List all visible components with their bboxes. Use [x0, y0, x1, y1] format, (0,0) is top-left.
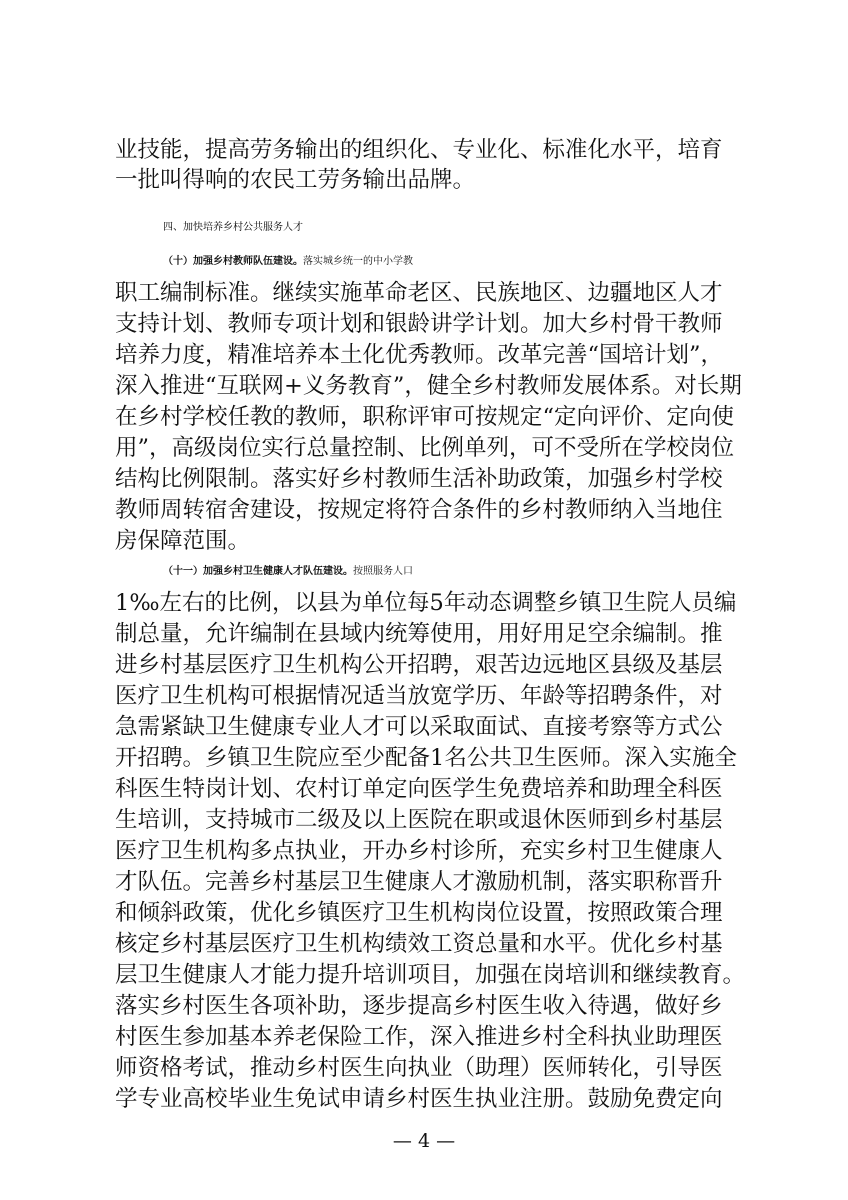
- body-line: 制总量，允许编制在县域内统筹使用，用好用足空余编制。推: [115, 621, 723, 647]
- body-line: 科医生特岗计划、农村订单定向医学生免费培养和助理全科医: [115, 776, 723, 802]
- body-line: 用”，高级岗位实行总量控制、比例单列，可不受所在学校岗位: [115, 435, 735, 461]
- item10-first-line-rest: 落实城乡统一的中小学教: [303, 256, 413, 267]
- body-line: 培养力度，精准培养本土化优秀教师。改革完善“国培计划”，: [115, 342, 724, 368]
- body-line: 一批叫得响的农民工劳务输出品牌。: [115, 167, 476, 193]
- body-line: 1‰左右的比例，以县为单位每5年动态调整乡镇卫生院人员编: [115, 590, 737, 616]
- body-line: 师资格考试，推动乡村医生向执业（助理）医师转化，引导医: [115, 1055, 723, 1081]
- body-line: 和倾斜政策，优化乡镇医疗卫生机构岗位设置，按照政策合理: [115, 900, 723, 926]
- body-line: 开招聘。乡镇卫生院应至少配备1名公共卫生医师。深入实施全: [115, 745, 737, 771]
- body-line: 医疗卫生机构多点执业，开办乡村诊所，充实乡村卫生健康人: [115, 838, 723, 864]
- page-number: — 4 —: [392, 1130, 456, 1152]
- body-line: 核定乡村基层医疗卫生机构绩效工资总量和水平。优化乡村基: [115, 931, 723, 957]
- body-line: 深入推进“互联网+义务教育”，健全乡村教师发展体系。对长期: [115, 373, 742, 399]
- body-line: 在乡村学校任教的教师，职称评审可按规定“定向评价、定向使: [115, 404, 735, 430]
- body-line: 职工编制标准。继续实施革命老区、民族地区、边疆地区人才: [115, 280, 723, 306]
- body-line: 房保障范围。: [115, 528, 251, 554]
- body-line: 落实乡村医生各项补助，逐步提高乡村医生收入待遇，做好乡: [115, 993, 723, 1019]
- body-line: 层卫生健康人才能力提升培训项目，加强在岗培训和继续教育。: [115, 962, 746, 988]
- body-line: 教师周转宿舍建设，按规定将符合条件的乡村教师纳入当地住: [115, 497, 723, 523]
- item11-first-line-rest: 按照服务人口: [353, 566, 413, 577]
- section-heading: 四、加快培养乡村公共服务人才: [163, 222, 303, 233]
- body-line: 业技能，提高劳务输出的组织化、专业化、标准化水平，培育: [115, 137, 723, 163]
- item11-lead: （十一）加强乡村卫生健康人才队伍建设。: [163, 566, 353, 577]
- body-line: 医疗卫生机构可根据情况适当放宽学历、年龄等招聘条件，对: [115, 683, 723, 709]
- body-line: 生培训，支持城市二级及以上医院在职或退休医师到乡村基层: [115, 807, 723, 833]
- body-line: 才队伍。完善乡村基层卫生健康人才激励机制，落实职称晋升: [115, 869, 723, 895]
- item11-first-line: [163, 557, 803, 587]
- body-line: 急需紧缺卫生健康专业人才可以采取面试、直接考察等方式公: [115, 714, 723, 740]
- item10-lead: （十）加强乡村教师队伍建设。: [163, 256, 303, 267]
- body-line: 支持计划、教师专项计划和银龄讲学计划。加大乡村骨干教师: [115, 311, 723, 337]
- body-line: 结构比例限制。落实好乡村教师生活补助政策，加强乡村学校: [115, 466, 723, 492]
- body-line: 村医生参加基本养老保险工作，深入推进乡村全科执业助理医: [115, 1024, 723, 1050]
- item10-first-line: [163, 247, 803, 277]
- body-line: 学专业高校毕业生免试申请乡村医生执业注册。鼓励免费定向: [115, 1086, 723, 1112]
- body-line: 进乡村基层医疗卫生机构公开招聘，艰苦边远地区县级及基层: [115, 652, 723, 678]
